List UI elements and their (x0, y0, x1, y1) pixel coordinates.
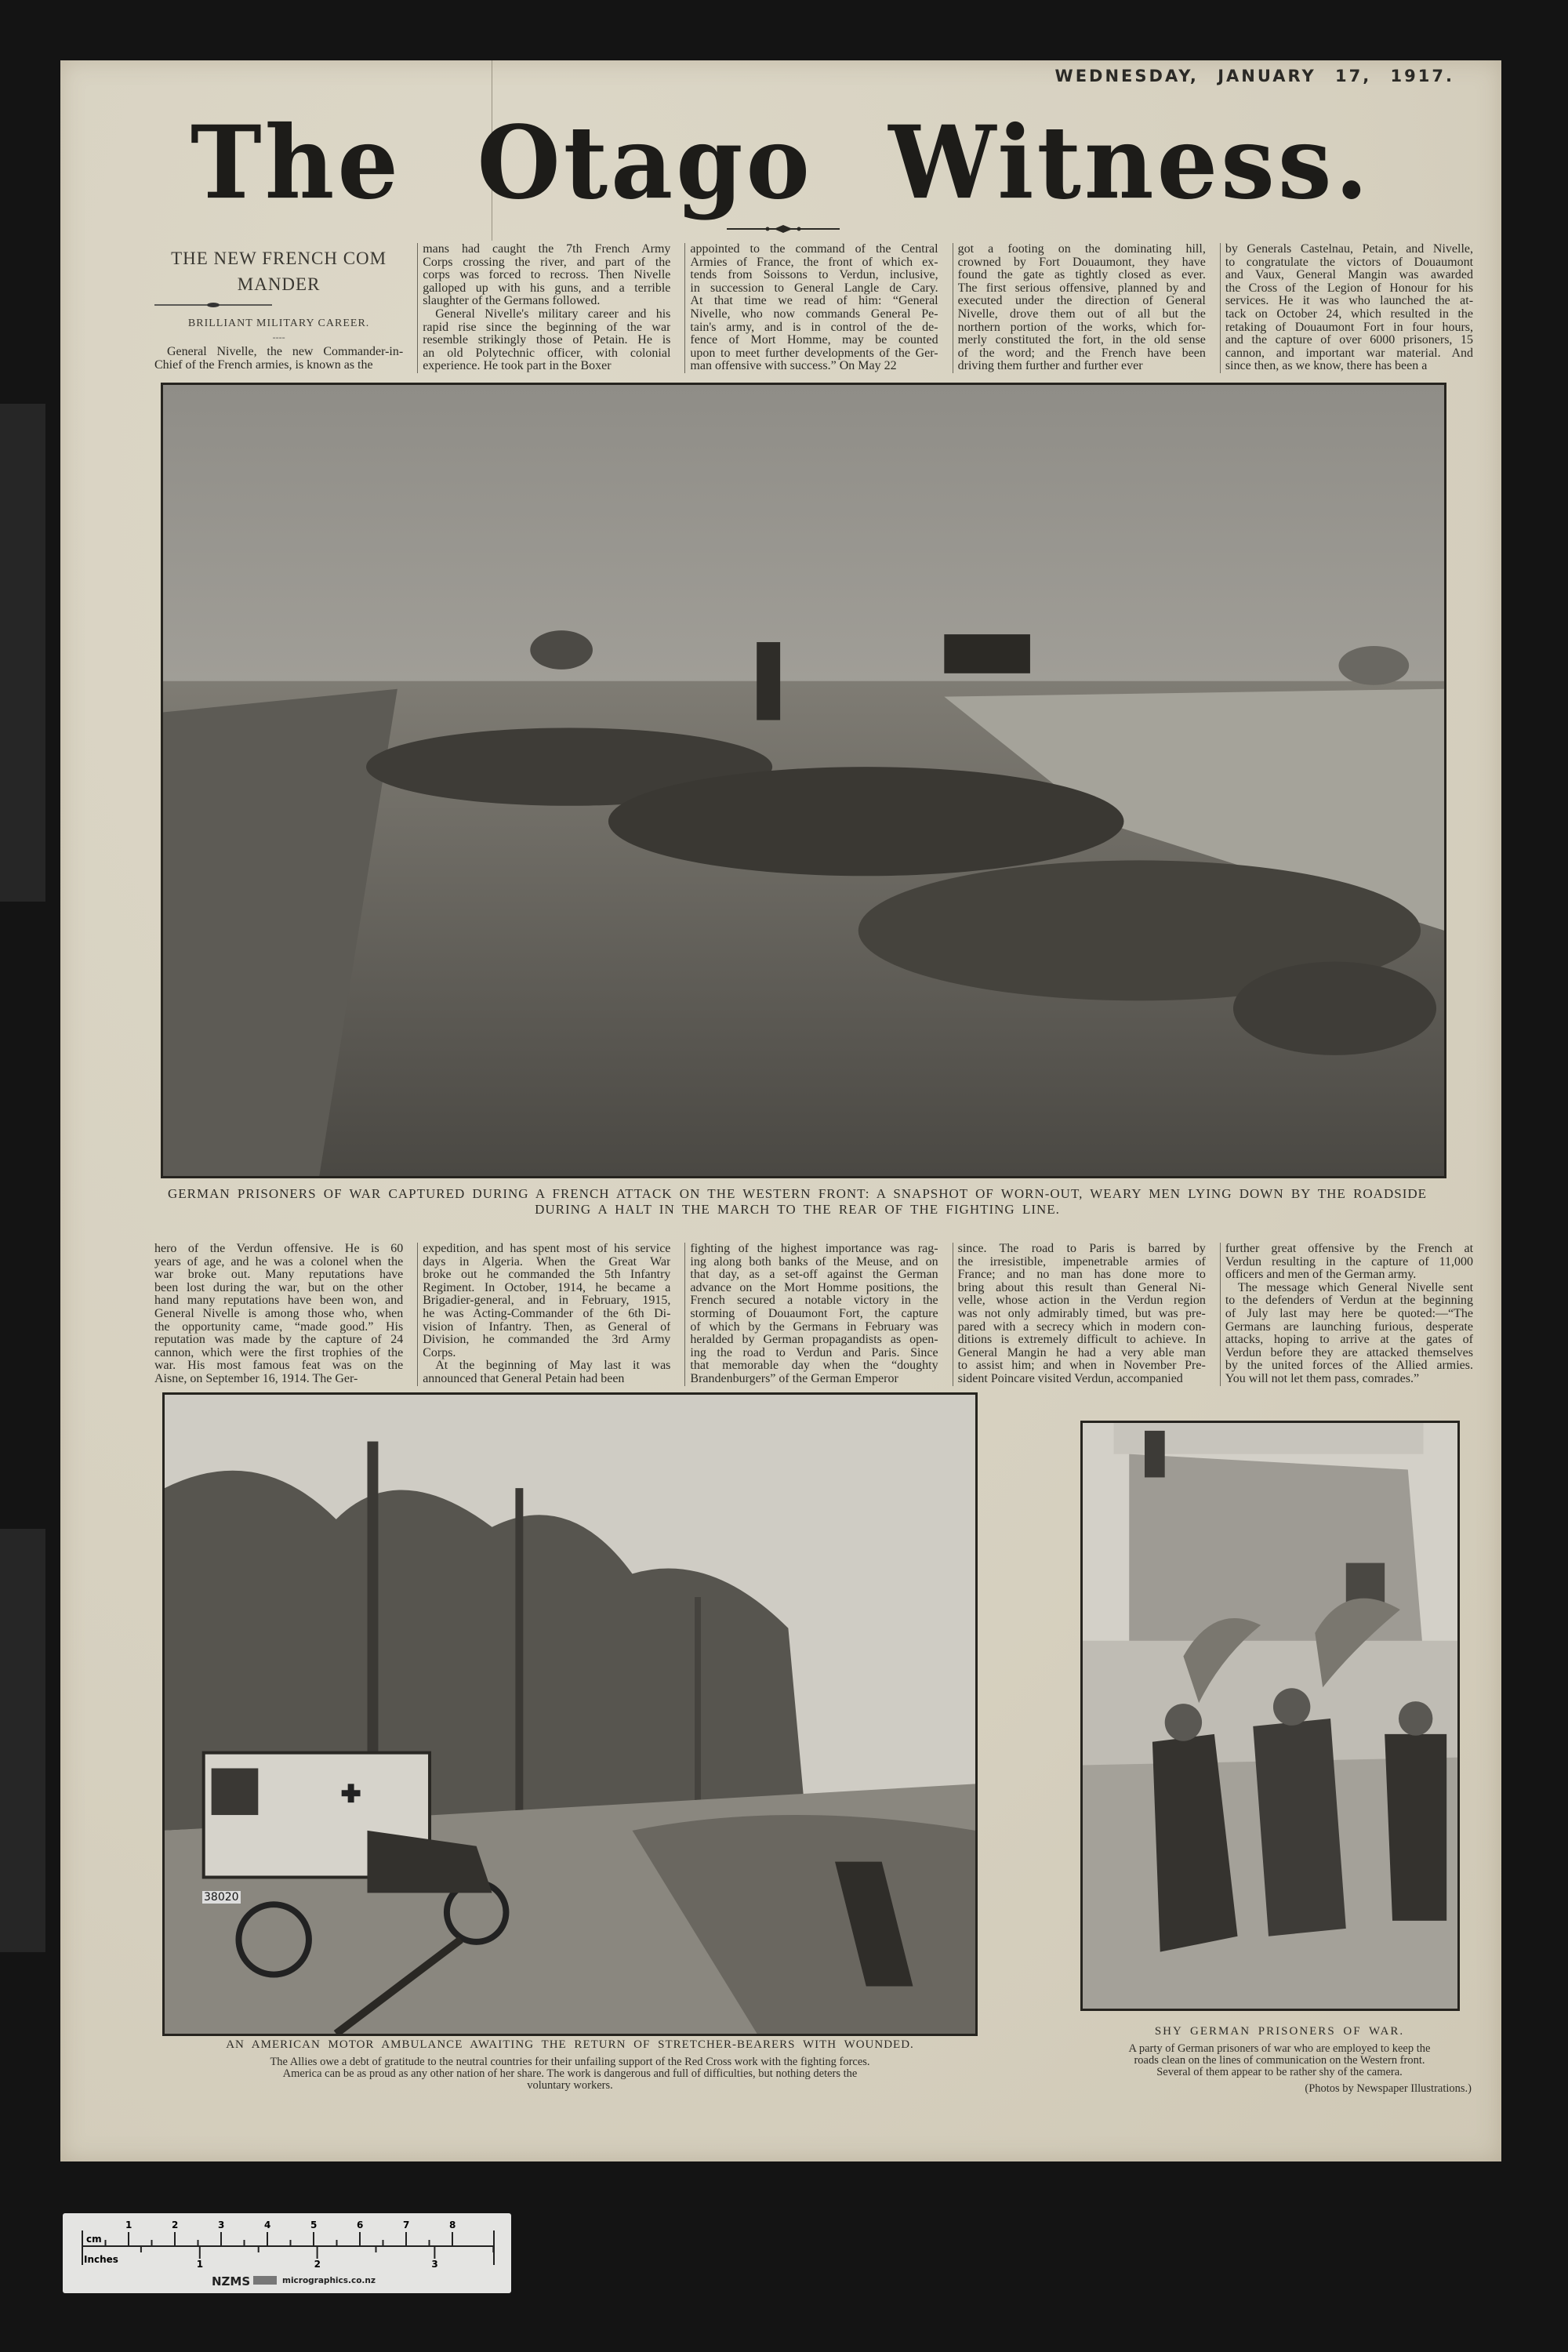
text-line: ditions is extremely difficult to achieve. In (957, 1334, 1206, 1347)
text-line: Brigadier-general, and in February, 1915, (423, 1294, 671, 1308)
text-line: Corps crossing the river, and part of the (423, 256, 671, 269)
text-line: to assist him; and when in November Pre- (957, 1359, 1206, 1373)
text-line: the opportunity came, “made good.” His (154, 1320, 404, 1334)
text-line: tain's army, and is in control of the de- (690, 321, 938, 334)
article-bottom-columns (150, 1243, 1478, 1386)
article-column (953, 1243, 1210, 1386)
text-line: experience. He took part in the Boxer (423, 360, 612, 373)
text-line: broke out he commanded the 5th Infantry (423, 1269, 671, 1282)
text-line: mans had caught the 7th French Army (423, 243, 671, 256)
scanner-edge-strip (0, 404, 45, 902)
cm-tick-label: 8 (449, 2220, 456, 2230)
text-line: vision of Infantry. Then, as General of (423, 1320, 671, 1334)
ruler-brand: NZMS (212, 2274, 251, 2288)
text-line: General Nivelle is among those who, when (154, 1307, 404, 1320)
caption-title: AN AMERICAN MOTOR AMBULANCE AWAITING THE RETURN OF STRETCHER-BEARERS WITH WOUNDED. (226, 2038, 914, 2051)
main-photo-caption (100, 1186, 1495, 1218)
text-line: an old Polytechnic officer, with colonial (423, 347, 671, 360)
inch-tick-label: 1 (196, 2259, 204, 2270)
text-line: that memorable day when the “doughty (690, 1359, 938, 1373)
caption-line: voluntary workers. (527, 2079, 613, 2092)
text-line: fighting of the highest importance was rag- (690, 1243, 938, 1255)
cm-label: cm (86, 2234, 102, 2245)
text-line: Germans are launching furious, desperate (1225, 1320, 1474, 1334)
text-line: rapid rise since the beginning of the war (423, 321, 671, 334)
text-line: since then, as we know, there has been a (1225, 360, 1428, 373)
caption-line: DURING A HALT IN THE MARCH TO THE REAR OF THE FIGHTING LINE. (535, 1202, 1060, 1217)
text-line: Armies of France, the front of which ex- (690, 256, 938, 269)
text-line: was not only admirably timed, but was pre- (957, 1307, 1206, 1320)
article-subheadline: BRILLIANT MILITARY CAREER. (187, 317, 370, 329)
text-line: northern portion of the works, which for- (957, 321, 1206, 334)
cm-tick-label: 1 (125, 2220, 132, 2230)
text-line: Verdun before they are attacked themselves (1225, 1346, 1474, 1359)
caption-line: Several of them appear to be rather shy of the camera. (1156, 2066, 1403, 2078)
vehicle-plate: 38020 (204, 1891, 239, 1904)
text-line: pared with a secrecy which in modern con- (957, 1320, 1206, 1334)
text-line: hand many reputations have been won, and (154, 1294, 404, 1308)
text-line: driving them further and further ever (957, 360, 1143, 373)
text-line: velle, whose action in the Verdun region (957, 1294, 1206, 1308)
text-line: got a footing on the dominating hill, (957, 243, 1206, 256)
text-line: tack on October 24, which resulted in the (1225, 307, 1474, 321)
text-line: At the beginning of May last it was (435, 1359, 671, 1373)
text-line: and the capture of over 6000 prisoners, 15 (1225, 334, 1474, 347)
text-line: the irresistible, impenetrable armies of (957, 1255, 1206, 1269)
text-line: The first serious offensive, planned by and (957, 281, 1206, 295)
text-line: retaking of Douaumont Fort in four hours, (1225, 321, 1474, 334)
text-line: to congratulate the victors of Douaumont (1225, 256, 1474, 269)
text-line: Nivelle, who now commands General Pe- (690, 307, 938, 321)
article-column (417, 1243, 675, 1386)
text-line: by the united forces of the Allied armies. (1225, 1359, 1474, 1373)
article-top-columns (150, 243, 1478, 373)
text-line: crowned by Fort Douaumont, they have (957, 256, 1206, 269)
text-line: General Mangin he had a very able man (957, 1346, 1206, 1359)
text-line: tends from Soissons to Verdun, inclusive, (690, 269, 938, 282)
text-line: war. His most famous feat was on the (154, 1359, 404, 1373)
article-headline: THE NEW FRENCH COM (171, 249, 387, 268)
ruler-url: micrographics.co.nz (282, 2276, 376, 2285)
issue-date: WEDNESDAY, JANUARY 17, 1917. (1054, 67, 1454, 85)
text-line: attacks, hoping to arrive at the gates of (1225, 1334, 1474, 1347)
text-line: appointed to the command of the Central (690, 243, 938, 256)
text-line: fence of Mort Homme, may be counted (690, 334, 938, 347)
text-line: executed under the direction of General (957, 295, 1206, 308)
text-line: You will not let them pass, comrades.” (1225, 1372, 1420, 1385)
ornament-divider-icon (727, 225, 840, 233)
text-line: General Nivelle, the new Commander-in- (167, 346, 404, 359)
caption-line: The Allies owe a debt of gratitude to the neutral countries for their unfailing support of the Red Cross work with the fighting forces. (270, 2056, 870, 2068)
text-line: the Cross of the Legion of Honour for his (1225, 281, 1474, 295)
cm-tick-label: 5 (310, 2220, 318, 2230)
text-line: bring about this result than General Ni- (957, 1281, 1206, 1294)
text-line: days in Algeria. When the Great War (423, 1255, 671, 1269)
caption-line: roads clean on the lines of communication on the Western front. (1134, 2054, 1425, 2067)
text-line: reputation was made by the capture of 24 (154, 1334, 404, 1347)
scanner-edge-strip (0, 1529, 45, 1952)
text-line: Division, he commanded the 3rd Army (423, 1334, 671, 1347)
text-line: sident Poincare visited Verdun, accompanied (957, 1372, 1183, 1385)
text-line: Verdun resulting in the capture of 11,000 (1225, 1255, 1474, 1269)
text-line: Nivelle, drove them out of all but the (957, 307, 1206, 321)
photo-credit: (Photos by Newspaper Illustrations.) (1305, 2082, 1472, 2095)
photo-shy-prisoners (1080, 1421, 1460, 2011)
cm-tick-label: 3 (218, 2220, 225, 2230)
caption-title: SHY GERMAN PRISONERS OF WAR. (1154, 2025, 1405, 2038)
inch-tick-label: 3 (431, 2259, 438, 2270)
text-line: French secured a notable victory in the (690, 1294, 938, 1308)
text-line: resemble strikingly those of Petain. He is (423, 334, 671, 347)
text-line: found the gate as tightly closed as ever. (957, 269, 1206, 282)
article-column (1220, 1243, 1478, 1386)
text-line: merly constituted the fort, in the old sense (957, 334, 1206, 347)
text-line: and Vaux, General Mangin was awarded (1225, 269, 1474, 282)
text-line: storming of Douaumont Fort, the capture (690, 1307, 938, 1320)
cm-tick-label: 6 (357, 2220, 364, 2230)
inch-tick-label: 2 (314, 2259, 321, 2270)
text-line: heralded by German propagandists as open- (690, 1334, 938, 1347)
text-line: been lost during the war, but on the other (154, 1281, 404, 1294)
cm-tick-label: 7 (403, 2220, 410, 2230)
text-line: ing the road to Verdun and Paris. Since (690, 1346, 938, 1359)
article-column (953, 243, 1210, 373)
text-line: cannon, and important war material. And (1225, 347, 1474, 360)
article-column (684, 1243, 942, 1386)
text-line: man offensive with success.” On May 22 (690, 360, 897, 373)
article-headline: MANDER (237, 274, 321, 294)
headline-rule-icon (154, 303, 272, 307)
text-line: of the word; and the French have been (957, 347, 1206, 360)
text-line: France; and no man has done more to (957, 1269, 1206, 1282)
article-column (1220, 243, 1478, 373)
text-line: General Nivelle's military career and his (435, 307, 671, 321)
text-line: Aisne, on September 16, 1914. The Ger- (154, 1372, 358, 1385)
text-line: in succession to General Langle de Cary. (690, 281, 938, 295)
text-line: Regiment. In October, 1914, he became a (423, 1281, 671, 1294)
photo-american-ambulance (162, 1392, 978, 2036)
masthead-title: The Otago Witness. (190, 103, 1372, 222)
text-line: to the defenders of Verdun at the beginning (1225, 1294, 1474, 1308)
caption-line: America can be as proud as any other nation of her share. The work is dangerous and full of difficulties, but nothing deters the (282, 2067, 858, 2080)
text-line: he was Acting-Commander of the 6th Di- (423, 1307, 671, 1320)
prisoners-caption (1072, 2025, 1487, 2095)
text-line: announced that General Petain had been (423, 1372, 625, 1385)
article-column (150, 1243, 408, 1386)
text-line: Chief of the French armies, is known as the (154, 358, 373, 372)
newspaper-page (60, 60, 1501, 2161)
text-line: years of age, and he was a colonel when the (154, 1255, 404, 1269)
text-line: of July last may here be quoted:—“The (1225, 1307, 1474, 1320)
text-line: hero of the Verdun offensive. He is 60 (154, 1243, 404, 1255)
text-line: that day, as a set-off against the German (690, 1269, 938, 1282)
text-line: Brandenburgers” of the German Emperor (690, 1372, 898, 1385)
text-line: further great offensive by the French at (1225, 1243, 1474, 1255)
text-line: upon to meet further developments of the Ger- (690, 347, 938, 360)
text-line: advance on the Mort Homme positions, the (690, 1281, 938, 1294)
text-line: slaughter of the Germans followed. (423, 295, 601, 308)
text-line: since. The road to Paris is barred by (957, 1243, 1206, 1255)
text-line: by Generals Castelnau, Petain, and Nivelle, (1225, 243, 1474, 256)
inch-label: Inches (84, 2254, 118, 2265)
text-line: cannon, which were the first trophies of the (154, 1346, 404, 1359)
subheadline-divider: ---- (272, 332, 285, 343)
text-line: services. He it was who launched the at- (1225, 295, 1474, 308)
text-line: At that time we read of him: “General (690, 295, 938, 308)
ambulance-caption (162, 2038, 978, 2092)
cm-tick-label: 4 (264, 2220, 271, 2230)
text-line: ing along both banks of the Meuse, and on (690, 1255, 938, 1269)
photo-german-prisoners-roadside (161, 383, 1446, 1178)
ruler-logo-icon (253, 2276, 277, 2285)
article-column (417, 243, 675, 373)
text-line: officers and men of the German army. (1225, 1269, 1417, 1282)
article-column (684, 243, 942, 373)
text-line: galloped up with his guns, and a terrible (423, 281, 671, 295)
article-column (150, 243, 408, 373)
text-line: Corps. (423, 1346, 456, 1359)
scale-ruler (63, 2213, 511, 2293)
text-line: corps was forced to recross. Then Nivelle (423, 269, 671, 282)
caption-line: A party of German prisoners of war who are employed to keep the (1128, 2042, 1431, 2055)
caption-line: GERMAN PRISONERS OF WAR CAPTURED DURING A FRENCH ATTACK ON THE WESTERN FRONT: A SNAPSHOT OF WORN-OUT, WEARY MEN LYING DOWN BY THE ROADSIDE (167, 1186, 1428, 1201)
cm-tick-label: 2 (172, 2220, 179, 2230)
text-line: expedition, and has spent most of his service (423, 1243, 671, 1255)
text-line: The message which General Nivelle sent (1237, 1281, 1474, 1294)
text-line: war broke out. Many reputations have (154, 1269, 404, 1282)
text-line: of which by the Germans in February was (690, 1320, 938, 1334)
